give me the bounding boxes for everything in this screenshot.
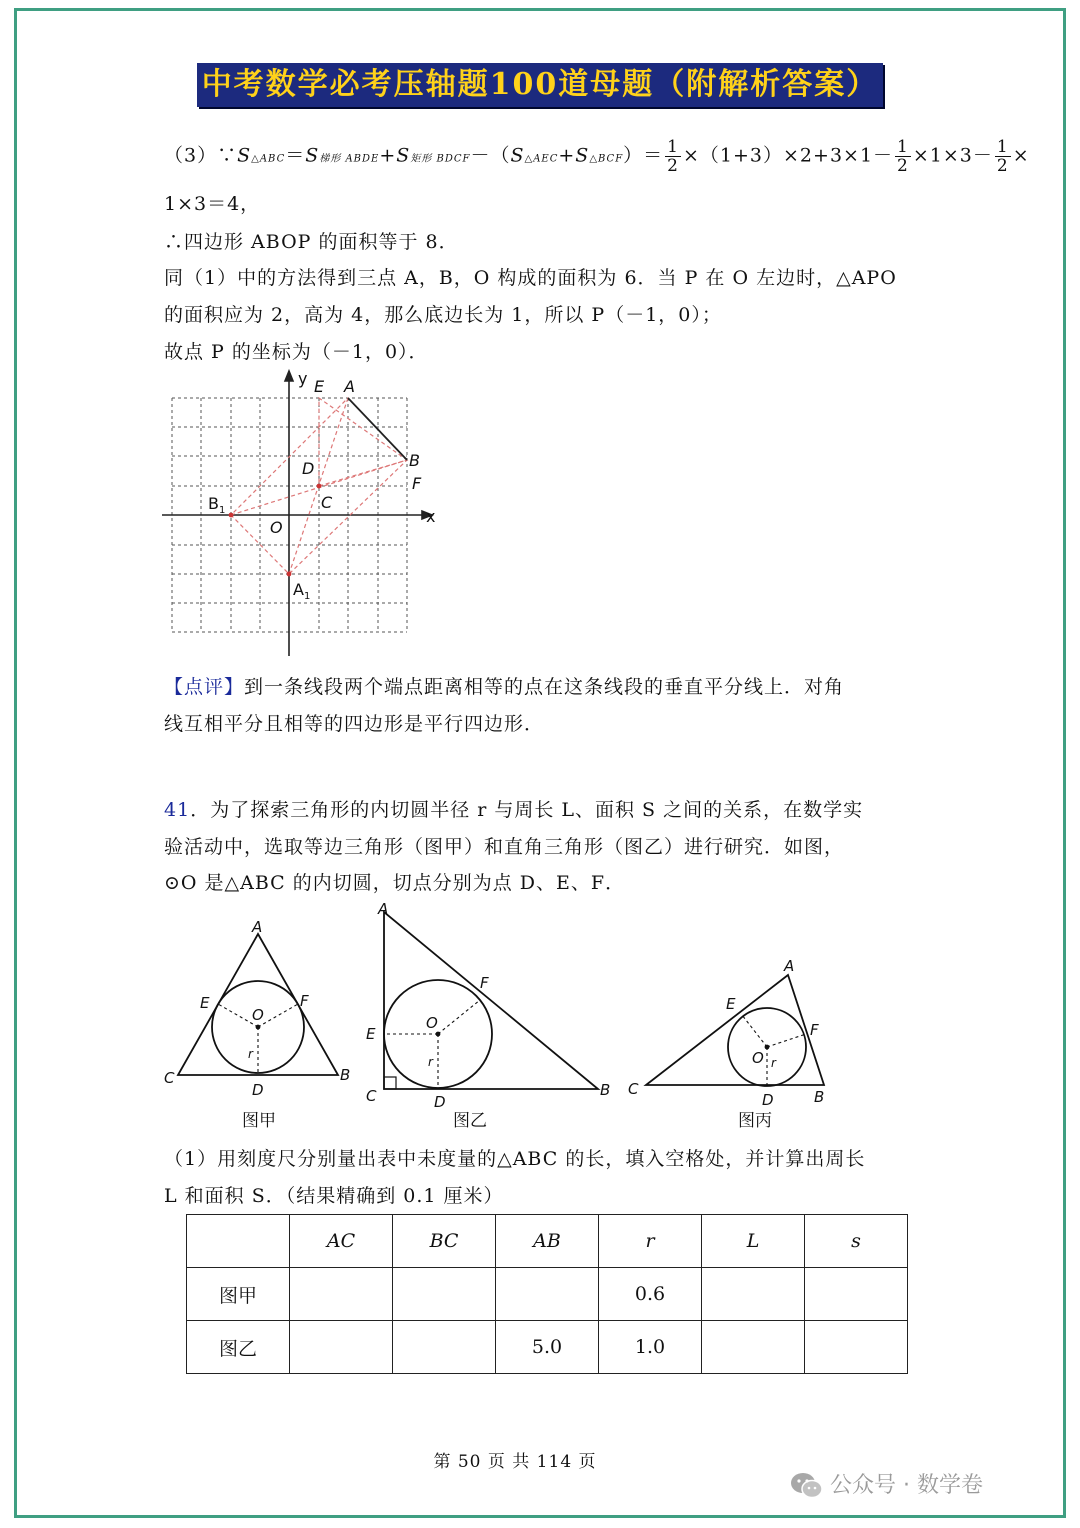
- comment-line-1: 【点评】到一条线段两个端点距离相等的点在这条线段的垂直平分线上．对角: [164, 676, 845, 698]
- table-header-cell: r: [599, 1215, 702, 1268]
- banner-title: 中考数学必考压轴题100道母题（附解析答案）: [197, 63, 883, 107]
- point-a1: [287, 572, 292, 577]
- coordinate-grid-figure: [160, 366, 450, 658]
- caption-bing: 图丙: [738, 1111, 772, 1131]
- label-f: F: [412, 474, 422, 493]
- question-number: 41: [164, 799, 191, 821]
- triangle-yi: [384, 912, 598, 1089]
- wechat-icon: [790, 1471, 824, 1501]
- caption-yi: 图乙: [453, 1111, 487, 1131]
- label-c: C: [321, 493, 333, 512]
- jia-label-c: C: [164, 1069, 175, 1087]
- bing-label-d: D: [762, 1091, 774, 1109]
- yi-label-a: A: [378, 900, 389, 918]
- bing-label-o: O: [752, 1049, 764, 1067]
- table-row: [187, 1268, 908, 1321]
- label-b: B: [409, 451, 420, 470]
- table-header-cell: BC: [393, 1215, 496, 1268]
- jia-label-a: A: [252, 918, 263, 936]
- fraction-half: $\frac{1}{2}$: [667, 137, 679, 176]
- label-d: D: [302, 459, 315, 478]
- segment-ab: [348, 398, 407, 460]
- fraction-half: $\frac{1}{2}$: [996, 137, 1009, 176]
- jia-label-e: E: [200, 994, 210, 1012]
- table-header-cell: AC: [290, 1215, 393, 1268]
- question41-line-2: 验活动中，选取等边三角形（图甲）和直角三角形（图乙）进行研究．如图，: [164, 836, 845, 858]
- bing-label-r: r: [771, 1056, 776, 1070]
- solution-equation-line: （3）∵S△ABC＝S梯形 ABDE+S矩形 BDCF－（S△AEC+S△BCF）＝ $\frac{1}{2}$ ×（1+3）×2+3×1－ $\frac{1}{2}$ ×1×3－ $\frac{1}{2}$ ×: [164, 137, 1030, 176]
- part1-line-1: （1）用刻度尺分别量出表中未度量的△ABC 的长，填入空格处，并计算出周长: [164, 1148, 866, 1170]
- table-header-cell: L: [702, 1215, 805, 1268]
- yi-label-f: F: [480, 974, 489, 992]
- label-o: O: [270, 518, 283, 537]
- yi-label-b: B: [600, 1081, 611, 1099]
- yi-label-o: O: [426, 1014, 438, 1032]
- table-cell: [393, 1321, 496, 1374]
- table-header-row: [187, 1215, 908, 1268]
- jia-label-b: B: [340, 1066, 351, 1084]
- label-a1: $A_1$: [293, 580, 311, 602]
- point-c: [317, 484, 322, 489]
- question41-line-1: 41．为了探索三角形的内切圆半径 r 与周长 L、面积 S 之间的关系，在数学实: [164, 799, 864, 821]
- question41-line-3: ⊙O 是△ABC 的内切圆，切点分别为点 D、E、F．: [164, 872, 626, 894]
- solution-line-3: ∴四边形 ABOP 的面积等于 8．: [164, 231, 459, 253]
- table-cell: [393, 1268, 496, 1321]
- solution-line-5: 的面积应为 2，高为 4，那么底边长为 1，所以 P（－1，0）；: [164, 304, 722, 326]
- table-header-cell: AB: [496, 1215, 599, 1268]
- watermark: 公众号 · 数学卷: [790, 1468, 983, 1501]
- fraction-half: $\frac{1}{2}$: [897, 137, 909, 176]
- table-cell: 1.0: [599, 1321, 702, 1374]
- label-b1: $B_1$: [208, 494, 226, 516]
- jia-label-f: F: [300, 992, 309, 1010]
- right-angle-mark: [384, 1077, 396, 1089]
- table-header-cell: [187, 1215, 290, 1268]
- point-b1: [229, 513, 234, 518]
- part1-line-2: L 和面积 S．（结果精确到 0.1 厘米）: [164, 1185, 504, 1207]
- table-cell: [290, 1321, 393, 1374]
- yi-label-r: r: [428, 1055, 433, 1069]
- table-cell: [805, 1268, 908, 1321]
- bing-label-b: B: [814, 1088, 825, 1106]
- measurement-table: [186, 1214, 908, 1374]
- solution-line-4: 同（1）中的方法得到三点 A，B，O 构成的面积为 6．当 P 在 O 左边时，△APO: [164, 267, 897, 289]
- solution-line-6: 故点 P 的坐标为（－1，0）．: [164, 341, 429, 363]
- table-cell: 图乙: [187, 1321, 290, 1374]
- table-cell: [702, 1321, 805, 1374]
- label-x: x: [426, 507, 436, 526]
- table-cell: [290, 1268, 393, 1321]
- table-cell: 0.6: [599, 1268, 702, 1321]
- bing-label-e: E: [726, 995, 736, 1013]
- axes: [162, 371, 432, 656]
- table-cell: [496, 1268, 599, 1321]
- jia-label-o: O: [252, 1006, 264, 1024]
- yi-label-e: E: [366, 1025, 376, 1043]
- table-cell: [702, 1268, 805, 1321]
- yi-label-c: C: [366, 1087, 377, 1105]
- label-a: A: [344, 377, 355, 396]
- jia-label-d: D: [252, 1081, 264, 1099]
- table-header-cell: s: [805, 1215, 908, 1268]
- bing-label-f: F: [810, 1021, 819, 1039]
- jia-label-r: r: [248, 1047, 253, 1061]
- bing-label-c: C: [628, 1080, 639, 1098]
- caption-jia: 图甲: [242, 1111, 276, 1131]
- label-y: y: [298, 369, 308, 388]
- table-cell: [805, 1321, 908, 1374]
- solution-line-2: 1×3＝4，: [164, 193, 261, 215]
- table-row: [187, 1321, 908, 1374]
- label-e: E: [314, 377, 325, 396]
- comment-line-2: 线互相平分且相等的四边形是平行四边形．: [164, 713, 545, 735]
- table-cell: 5.0: [496, 1321, 599, 1374]
- page-footer: 第 50 页 共 114 页: [433, 1452, 597, 1472]
- comment-tag: 【点评】: [164, 676, 245, 698]
- triangle-figures: [158, 896, 838, 1136]
- bing-label-a: A: [784, 957, 795, 975]
- table-cell: 图甲: [187, 1268, 290, 1321]
- yi-label-d: D: [434, 1093, 446, 1111]
